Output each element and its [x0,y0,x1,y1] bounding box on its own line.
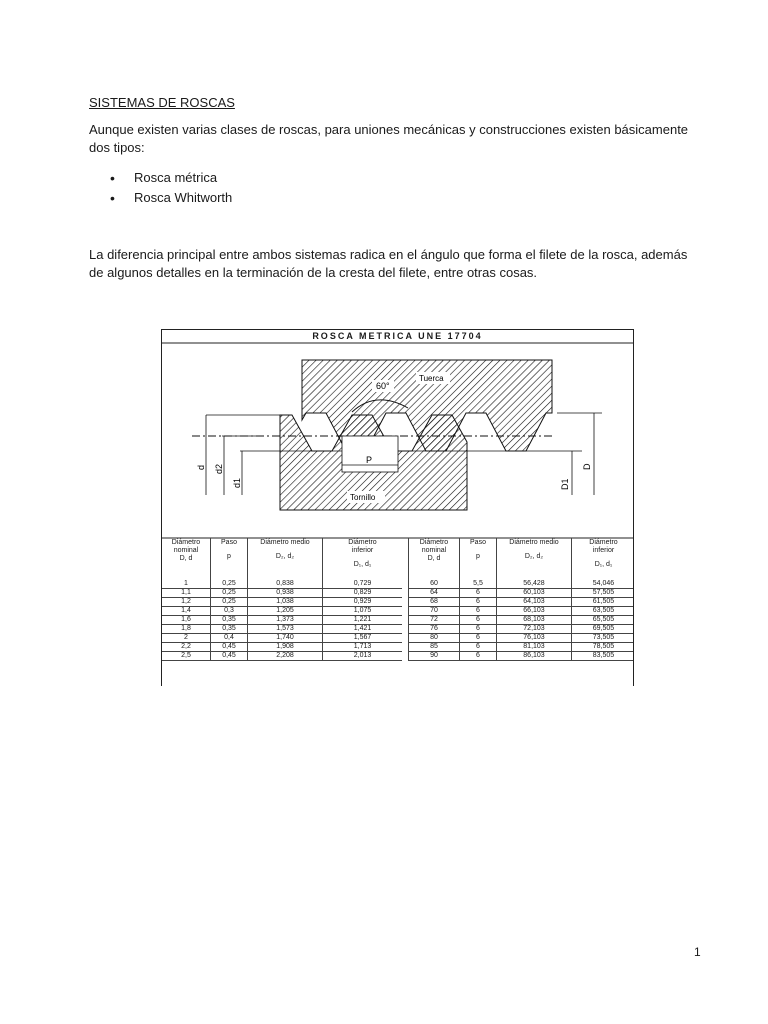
table-cell: 1,740 [248,634,323,643]
table-cell: 1,8 [162,625,211,634]
table-cell: 69,505 [572,625,635,634]
table-cell: 0,829 [323,589,403,598]
D-label: D [582,463,592,470]
table-cell: 2 [162,634,211,643]
table-cell: 66,103 [497,607,572,616]
header-pitch: Paso p [211,538,248,580]
table-cell: 6 [460,634,497,643]
document-title: SISTEMAS DE ROSCAS [89,95,235,110]
header-mean: Diámetro medio D₂, d₂ [497,538,572,580]
table-cell: 64 [409,589,460,598]
difference-paragraph: La diferencia principal entre ambos sistemas radica en el ángulo que forma el filete de la rosca, además de algunos detalles en la terminación de la cresta del filete, entre otras cosas. [89,247,688,280]
table-cell: 1,908 [248,643,323,652]
angle-label: 60° [376,381,390,391]
table-cell: 70 [409,607,460,616]
table-cell: 86,103 [497,652,572,661]
table-row [409,652,635,661]
D1-label: D1 [560,478,570,490]
d2-label: d2 [214,463,224,474]
table-cell: 57,505 [572,589,635,598]
table-cell: 0,25 [211,589,248,598]
table-cell: 64,103 [497,598,572,607]
page-number: 1 [694,945,701,959]
list-item: • Rosca Whitworth [110,188,232,208]
table-cell: 1,567 [323,634,403,643]
table-cell: 63,505 [572,607,635,616]
table-cell: 80 [409,634,460,643]
table-cell: 83,505 [572,652,635,661]
table-cell: 1,373 [248,616,323,625]
table-row [162,634,402,643]
table-cell: 0,25 [211,580,248,589]
table-cell: 1 [162,580,211,589]
table-cell: 1,421 [323,625,403,634]
table-cell: 1,713 [323,643,403,652]
table-cell: 2,2 [162,643,211,652]
table-cell: 54,046 [572,580,635,589]
table-cell: 0,938 [248,589,323,598]
table-row [409,580,635,589]
table-cell: 6 [460,598,497,607]
table-cell: 1,205 [248,607,323,616]
intro-paragraph: Aunque existen varias clases de roscas, para uniones mecánicas y construcciones existen básicamente dos tipos: [89,122,689,155]
table-cell: 56,428 [497,580,572,589]
table-cell: 1,4 [162,607,211,616]
table-cell: 0,35 [211,625,248,634]
table-row [409,625,635,634]
header-nominal: Diámetro nominal D, d [162,538,211,580]
table-cell: 0,929 [323,598,403,607]
table-cell: 0,45 [211,643,248,652]
table-cell: 1,075 [323,607,403,616]
d-label: d [196,464,206,470]
table-cell: 1,2 [162,598,211,607]
table-row [162,625,402,634]
thread-table-right [408,538,634,661]
table-cell: 0,729 [323,580,403,589]
table-row [409,643,635,652]
table-cell: 90 [409,652,460,661]
table-cell: 61,505 [572,598,635,607]
table-cell: 5,5 [460,580,497,589]
table-cell: 85 [409,643,460,652]
list-item: • Rosca métrica [110,168,232,188]
table-cell: 60,103 [497,589,572,598]
table-row [162,580,402,589]
table-cell: 0,25 [211,598,248,607]
table-cell: 76,103 [497,634,572,643]
table-row [162,607,402,616]
table-cell: 1,6 [162,616,211,625]
table-cell: 6 [460,607,497,616]
table-cell: 68 [409,598,460,607]
metric-thread-figure [161,329,634,686]
table-cell: 72,103 [497,625,572,634]
screw-label: Tornillo [350,493,376,502]
table-cell: 1,221 [323,616,403,625]
table-cell: 2,5 [162,652,211,661]
table-row [162,598,402,607]
table-cell: 0,838 [248,580,323,589]
table-cell: 0,35 [211,616,248,625]
table-cell: 81,103 [497,643,572,652]
table-row [162,616,402,625]
pitch-label: P [366,455,373,465]
header-inner: Diámetro inferior D₁, d₁ [348,539,377,568]
figure-title: ROSCA METRICA UNE 17704 [312,331,483,341]
table-cell: 6 [460,625,497,634]
table-row [409,598,635,607]
thread-types-list [110,168,232,208]
header-nominal: Diámetro nominal D, d [409,538,460,580]
table-row [409,634,635,643]
table-cell: 6 [460,643,497,652]
header-mean: Diámetro medio D₂, d₂ [248,538,323,580]
table-cell: 2,208 [248,652,323,661]
table-row [162,643,402,652]
table-cell: 0,3 [211,607,248,616]
table-cell: 1,573 [248,625,323,634]
table-cell: 76 [409,625,460,634]
table-cell: 2,013 [323,652,403,661]
table-cell: 1,1 [162,589,211,598]
table-row [409,589,635,598]
table-row [162,652,402,661]
table-cell: 0,4 [211,634,248,643]
table-cell: 68,103 [497,616,572,625]
table-cell: 60 [409,580,460,589]
thread-table-left [162,538,402,661]
table-row [162,589,402,598]
table-cell: 6 [460,652,497,661]
nut-label: Tuerca [419,374,444,383]
table-cell: 65,505 [572,616,635,625]
d1-label: d1 [232,477,242,488]
header-pitch: Paso p [460,538,497,580]
table-cell: 6 [460,616,497,625]
table-cell: 0,45 [211,652,248,661]
table-cell: 73,505 [572,634,635,643]
table-row [409,616,635,625]
table-cell: 6 [460,589,497,598]
header-inner: Diámetro inferior D₁, d₁ [589,539,618,568]
table-row [409,607,635,616]
table-cell: 72 [409,616,460,625]
table-cell: 78,505 [572,643,635,652]
table-cell: 1,038 [248,598,323,607]
